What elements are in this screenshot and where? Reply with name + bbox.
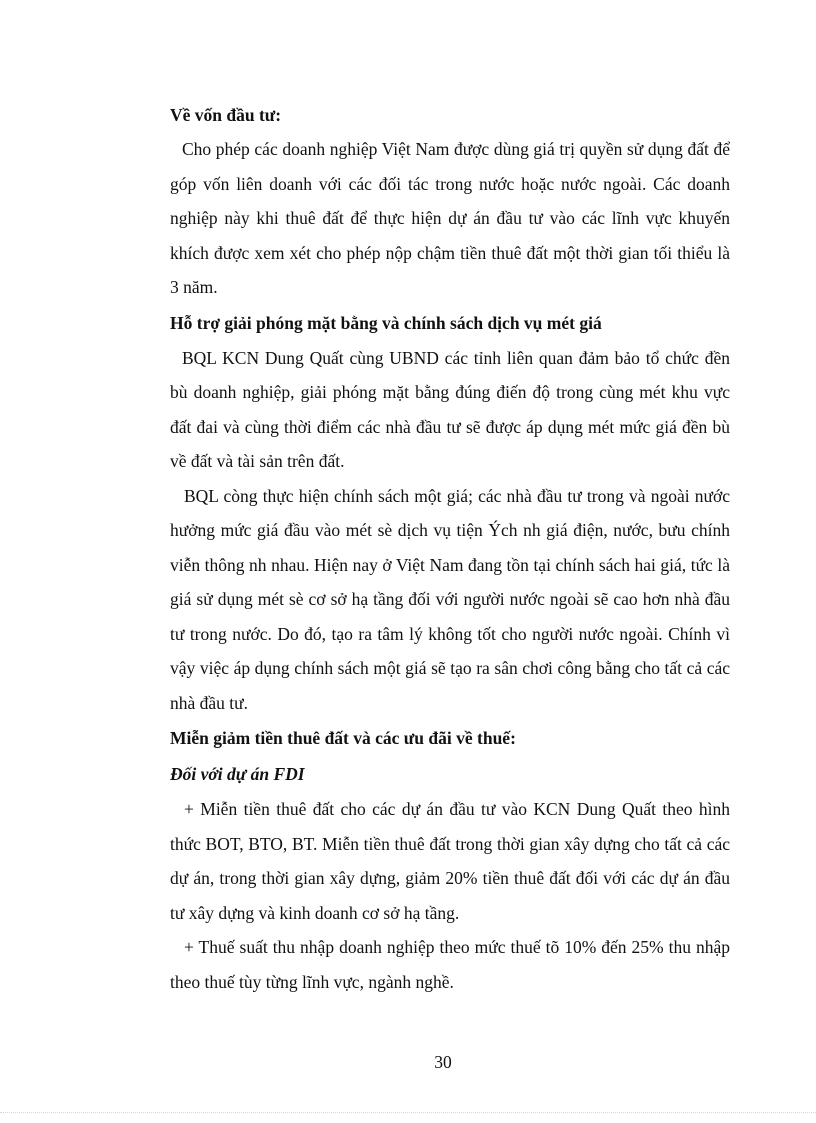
section-heading: Miễn giảm tiền thuê đất và các ưu đãi về thuế: — [170, 728, 516, 748]
paragraph: + Miễn tiền thuê đất cho các dự án đầu tư vào KCN Dung Quất theo hình thức BOT, BTO, BT. Miễn tiền thuê đất trong thời gian xây dựng cho tất cả các dự án, trong thời gian xây dựng, giảm 20% tiền thuê đất đối với các dự án đầu tư xây dựng và kinh doanh cơ sở hạ tầng. — [170, 799, 730, 923]
section-heading: Hỗ trợ giải phóng mặt bằng và chính sách dịch vụ mét giá — [170, 312, 602, 333]
paragraph: + Thuế suất thu nhập doanh nghiệp theo mức thuế tõ 10% đến 25% thu nhập theo thuế tùy từng lĩnh vực, ngành nghề. — [170, 937, 730, 992]
section-subheading: Đối với dự án FDI — [170, 764, 305, 784]
section-heading: Về vốn đầu tư: — [170, 105, 282, 125]
page-number: 30 — [434, 1052, 452, 1072]
section-investment-capital — [170, 100, 730, 305]
page-bottom-divider — [0, 1112, 816, 1113]
paragraph: BQL KCN Dung Quất cùng UBND các tỉnh liên quan đảm bảo tổ chức đền bù doanh nghiệp, giải phóng mặt bằng đúng điến độ trong cùng mét khu vực đất đai và cùng thời điểm các nhà đầu tư sẽ được áp dụng mét mức giá đền bù về đất và tài sản trên đất. — [170, 347, 730, 471]
section-site-clearance — [170, 305, 730, 721]
paragraph: BQL còng thực hiện chính sách một giá; các nhà đầu tư trong và ngoài nước hưởng mức giá đầu vào mét sè dịch vụ tiện Ých nh giá điện, nước, bưu chính viễn thông nh nhau. Hiện nay ở Việt Nam đang tồn tại chính sách hai giá, tức là giá sử dụng mét sè cơ sở hạ tầng đối với người nước ngoài sẽ cao hơn nhà đầu tư trong nước. Do đó, tạo ra tâm lý không tốt cho người nước ngoài. Chính vì vậy việc áp dụng chính sách một giá sẽ tạo ra sân chơi công bằng cho tất cả các nhà đầu tư. — [170, 485, 730, 713]
section-tax-incentives — [170, 720, 730, 999]
page-content — [170, 100, 730, 999]
paragraph: Cho phép các doanh nghiệp Việt Nam được dùng giá trị quyền sử dụng đất để góp vốn liên doanh với các đối tác trong nước hoặc nước ngoài. Các doanh nghiệp này khi thuê đất để thực hiện dự án đầu tư vào các lĩnh vực khuyến khích được xem xét cho phép nộp chậm tiền thuê đất một thời gian tối thiểu là 3 năm. — [170, 139, 730, 297]
